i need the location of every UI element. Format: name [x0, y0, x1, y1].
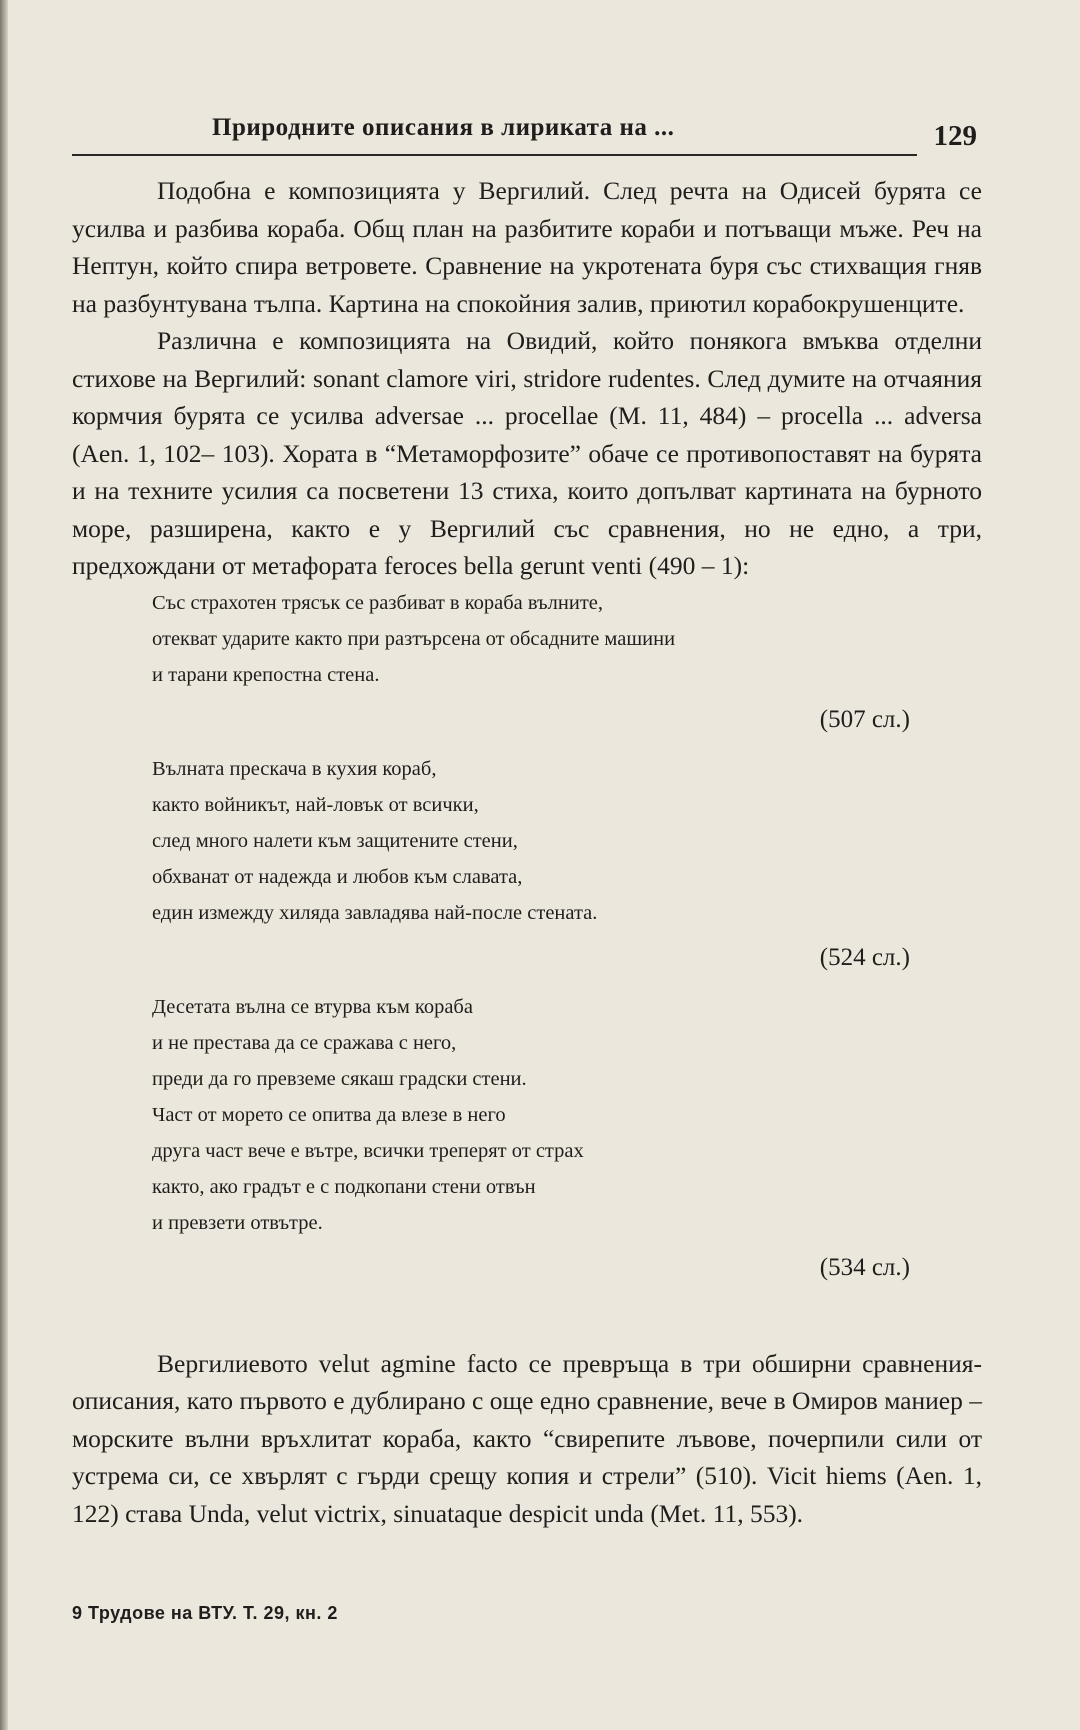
verse-line: както войникът, най-ловък от всички, [152, 793, 479, 816]
paragraph-2: Различна е композицията на Овидий, който понякога вмъква отделни стихове на Вергилий: sonant clamore viri, stridore rudentes. След думите на отчаяния кормчия бурята се усилва adversae ... procellae (M. 11, 484) – procella ... adversa (Aen. 1, 102– 103). Хората в “Метаморфозите” обаче се противопоставят на бурята и на техните усилия са посветени 13 стиха, които допълват картината на бурното море, разширена, както е у Вергилий със сравнения, но не едно, а три, предхождани от метафората feroces bella gerunt venti (490 – 1): [72, 326, 982, 580]
verse-line: друга част вече е вътре, всички треперят от страх [152, 1139, 584, 1162]
verse-line: и тарани крепостна стена. [152, 663, 380, 686]
body-text [72, 172, 982, 1532]
page-edge-shadow [0, 0, 8, 1730]
verse-line: Вълната прескача в кухия кораб, [152, 757, 437, 780]
verse-block-3 [152, 989, 982, 1241]
verse-line: преди да го превземе сякаш градски стени. [152, 1067, 527, 1090]
closing-paragraph: Вергилиевото velut agmine facto се превръща в три обширни сравнения-описания, като първото е дублирано с още едно сравнение, вече в Омиров маниер – морските вълни връхлитат кораба, както “свирепите лъвове, почерпили сили от устрема си, се хвърлят с гърди срещу копия и стрели” (510). Vicit hiems (Aen. 1, 122) става Unda, velut victrix, sinuataque despicit unda (Met. 11, 553). [72, 1348, 982, 1528]
paragraph-1: Подобна е композицията у Вергилий. След речта на Одисей бурята се усилва и разбива кораба. Общ план на разбитите кораби и потъващи мъже. Реч на Нептун, който спира ветровете. Сравнение на укротената буря със стихващия гняв на разбунтувана тълпа. Картина на спокойния залив, приютил корабокрушенците. [72, 176, 982, 318]
verse-line: Част от морето се опитва да влезе в него [152, 1103, 506, 1126]
verse-block-1 [152, 585, 982, 693]
verse-reference-2: (524 сл.) [819, 943, 910, 971]
running-title: Природните описания в лириката на ... [212, 114, 675, 141]
verse-line: и не престава да се сражава с него, [152, 1031, 457, 1054]
verse-reference-3: (534 сл.) [819, 1253, 910, 1281]
verse-block-2 [152, 751, 982, 931]
verse-line: и превзети отвътре. [152, 1211, 323, 1234]
running-header [72, 110, 977, 156]
page-footer: 9 Трудове на ВТУ. Т. 29, кн. 2 [72, 1603, 338, 1623]
verse-line: както, ако градът е с подкопани стени отвън [152, 1175, 536, 1198]
book-page [72, 110, 982, 1532]
verse-line: отекват ударите както при разтърсена от обсадните машини [152, 627, 676, 650]
page-number: 129 [928, 120, 978, 153]
verse-line: след много налети към защитените стени, [152, 829, 518, 852]
verse-reference-1: (507 сл.) [819, 705, 910, 733]
verse-line: Десетата вълна се втурва към кораба [152, 995, 473, 1018]
verse-line: Със страхотен трясък се разбиват в кораба вълните, [152, 591, 604, 614]
verse-line: обхванат от надежда и любов към славата, [152, 865, 523, 888]
verse-line: един измежду хиляда завладява най-после стената. [152, 901, 598, 924]
